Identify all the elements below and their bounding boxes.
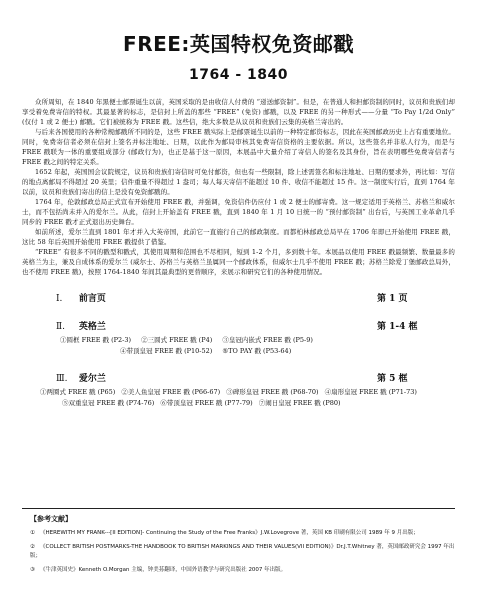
toc-section-pages: 第 1-4 框	[377, 322, 418, 332]
reference-text: 《COLLECT BRITISH POSTMARKS-THE HANDBOOK TO BRITISH MARKINGS AND THEIR VALUES(VII EDITION)》Dr.J.T.Whitney 著，英国邮政研究会 1997 年出版；	[30, 544, 455, 559]
toc-section-number: Ⅱ.	[56, 322, 65, 332]
toc-section-pages: 第 1 页	[377, 294, 408, 304]
toc-section-number: Ⅰ.	[56, 294, 63, 304]
toc-section-preface	[22, 291, 455, 305]
reference-marker: ③	[30, 567, 35, 573]
toc-subitem: ②三圆式 FREE 戳 (P4)	[141, 336, 213, 344]
toc-subitem: ④带顶皇冠 FREE 戳 (P10-52)	[120, 347, 213, 355]
toc-section-england	[22, 319, 455, 333]
intro-body	[22, 97, 455, 277]
paragraph: 与后来各国使用的各种常规邮戳所不同的是，这些 FREE 戳实际上是邮票诞生以前的一种特定邮资标志，因此在英国邮政历史上占有重要地位。同时，免费寄信者必须在信封上签名并标注地址、日期，以此作为邮局审核其免费寄信资格的主要依据。所以，这些签名并非私人行为，而是与 FREE 戳联为一体的重要组成部分 (邮政行为)，也正是基于这一原因，本展品中大量介绍了寄信人的签名及其身份，旨在表明哪些免费寄信者与 FREE 戳之间的特定关系。	[22, 128, 455, 166]
paragraph: 众所周知，在 1840 年黑便士邮票诞生以前，英国采取的是由收信人付费的 “递送邮资制”。但是，在普通人和担邮资制的同时，议员和贵族们却享受着免费寄信的特权。其最显著的标志，是信封上所盖的那些 “FREE” (免资) 邮戳，以及 FREE 的另一种形式——分量 “To Pay 1/2d Only” (仅付 1 或 2 便士) 邮戳。它们被统称为 FREE 戳。这些信，绝大多数是从议员和贵族们云集的英格兰寄出的。	[22, 98, 455, 126]
paragraph: 1764 年，伦敦邮政总局正式宣布开始使用 FREE 戳，并强调，免资信件仍应付 1 或 2 便士的邮寄费。这一规定适用于英格兰、苏格兰和威尔士，而不包括尚未并入的爱尔兰。从此，信封上开始盖有 FREE 戳，直到 1840 年 1 月 10 日统一的 “预付邮资制” 出台后，与英国工业革命几乎同步的 FREE 戳才正式退出历史舞台。	[22, 198, 455, 226]
toc-subitem: ⑤TO PAY 戳 (P53-64)	[222, 347, 292, 355]
reference-text: 《HEREWITH MY FRANK---[II EDITION]- Continuing the Study of the Free Franks》J.W.Lovegrove 著，英国 KB 印刷有限公司 1989 年 9 月出版；	[40, 530, 419, 536]
toc-subitem: ①两圈式 FREE 戳 (P65)	[40, 388, 116, 396]
page-subtitle: 1764 - 1840	[189, 67, 288, 83]
reference-marker: ①	[30, 530, 35, 536]
table-of-contents	[22, 291, 455, 409]
toc-subitems-england	[60, 335, 455, 357]
toc-subitem: ③碑形皇冠 FREE 戳 (P68-70)	[226, 388, 319, 396]
paragraph: 如前所述，爱尔兰直到 1801 年才并入大英帝国，此前它一直施行自己的邮政制度。而都柏林邮政总局早在 1706 年即已开始使用 FREE 戳，这比 58 年后英国开始使用 FREE 戳提供了借鉴。	[22, 228, 455, 246]
reference-item	[30, 543, 455, 561]
references	[30, 514, 455, 580]
page-title: FREE:英国特权免资邮戳	[123, 32, 354, 56]
reference-item	[30, 566, 455, 575]
toc-subitem: ⑥带顶皇冠 FREE 戳 (P77-79)	[160, 399, 253, 407]
toc-subitem: ⑦闹日皇冠 FREE 戳 (P80)	[258, 399, 341, 407]
reference-item	[30, 529, 455, 538]
toc-section-ireland	[22, 371, 455, 385]
toc-subitem: ⑤双重皇冠 FREE 戳 (P74-76)	[62, 399, 155, 407]
paragraph: “FREE” 有很多不同的戳型和戳式，其使用周期和范围也不尽相同，短到 1-2 个月，多到数十年。本展品以使用 FREE 戳最频繁、数量最多的英格兰为主，兼及自成体系的爱尔兰 (威尔士、苏格兰与英格兰虽属同一个邮政体系，但威尔士几乎不使用 FREE 戳；苏格兰除爱丁堡邮政总局外，也不使用 FREE 戳)，按照 1764-1840 年间其最典型的更替顺序，来展示和研究它们的各种使用情况。	[22, 248, 455, 276]
toc-subitem: ①圆框 FREE 戳 (P2-3)	[60, 336, 132, 344]
toc-section-pages: 第 5 框	[377, 374, 408, 384]
toc-section-name: 爱尔兰	[78, 374, 106, 384]
paragraph: 1652 年起，英国国会议院规定，议员和贵族们寄信时可免付邮资，但也有一些限制，除上述需签名和标注地址、日期的要求外，再比如：写信的地点离邮局不得超过 20 英里；信件重量不得超过 1 盎司；每人每天寄信不能超过 10 件、收信不能超过 15 件。这一制度实行后，直到 1764 年以前，议员和贵族们寄出的信上是没有免资邮戳的。	[22, 168, 455, 196]
toc-section-name: 前言页	[78, 294, 106, 304]
toc-subitem: ④扇形皇冠 FREE 戳 (P71-73)	[324, 388, 417, 396]
divider	[22, 508, 455, 509]
toc-subitem: ②美人鱼皇冠 FREE 戳 (P66-67)	[121, 388, 221, 396]
references-title: 【参考文献】	[30, 515, 72, 523]
reference-text: 《牛津英国史》Kenneth O.Morgan 主编，钟美荪翻译，中国外语教学与研究出版社 2007 年出版。	[40, 567, 287, 573]
toc-subitems-ireland	[40, 387, 455, 409]
toc-subitem: ③皇冠内嵌式 FREE 戳 (P5-9)	[222, 336, 313, 344]
toc-section-name: 英格兰	[78, 322, 106, 332]
toc-section-number: Ⅲ.	[56, 374, 68, 384]
reference-marker: ②	[30, 544, 35, 550]
